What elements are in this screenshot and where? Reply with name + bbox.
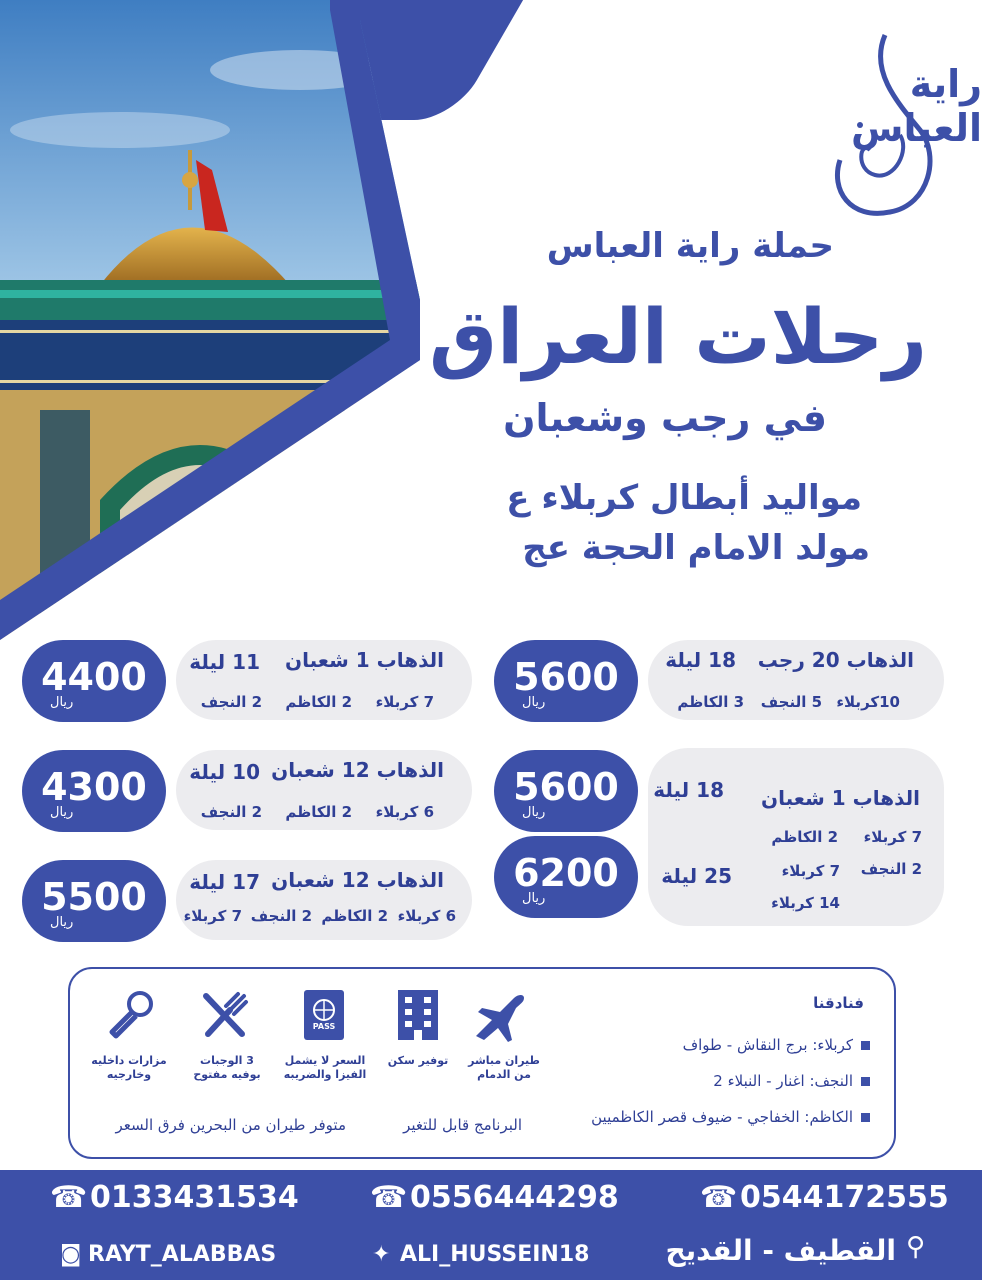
location-pin-icon: ⚲ — [906, 1232, 926, 1262]
package-city: 2 الكاظم — [285, 693, 352, 711]
price-value: 5600 — [513, 765, 619, 809]
occasion-2: مولد الامام الحجة عج — [522, 528, 870, 568]
package-nights: 18 ليلة — [665, 648, 736, 672]
page-title: رحلات العراق — [429, 292, 927, 381]
phone-number[interactable]: 0133431534 — [90, 1180, 299, 1215]
price-currency: ريال — [522, 805, 546, 820]
package-title: الذهاب 1 شعبان — [761, 786, 920, 810]
package-city: 7 كربلاء — [375, 693, 434, 711]
price-currency: ريال — [50, 805, 74, 820]
price-currency: ريال — [522, 891, 546, 906]
package-city: 2 النجف — [860, 860, 922, 878]
package-city: 2 الكاظم — [321, 907, 388, 925]
instagram-handle[interactable]: RAYT_ALABBAS — [88, 1242, 277, 1267]
package-city: 7 كربلاء — [183, 907, 242, 925]
package-city: 6 كربلاء — [397, 907, 456, 925]
package-city: 7 كربلاء — [781, 862, 840, 880]
cutlery-icon — [200, 990, 250, 1040]
occasion-1: مواليد أبطال كربلاء ع — [506, 478, 862, 518]
phone-number[interactable]: 0544172555 — [740, 1180, 949, 1215]
twitter-icon: ✦ — [372, 1242, 391, 1267]
price-currency: ريال — [50, 695, 74, 710]
phone-icon: ☎ — [370, 1180, 408, 1215]
building-icon — [396, 988, 440, 1042]
price-currency: ريال — [50, 915, 74, 930]
shrine-photo — [0, 0, 420, 640]
hotel-item: كربلاء: برج النقاش - طواف — [683, 1036, 870, 1054]
price-badge — [494, 640, 638, 722]
package-city: 2 النجف — [250, 907, 312, 925]
package-title: الذهاب 12 شعبان — [271, 758, 444, 782]
package-city: 10كربلاء — [836, 693, 900, 711]
price-badge — [494, 750, 638, 832]
phone-number[interactable]: 0556444298 — [410, 1180, 619, 1215]
note-flight: متوفر طيران من البحرين فرق السعر — [115, 1116, 346, 1134]
instagram-icon: ◙ — [60, 1242, 82, 1267]
price-badge — [22, 860, 166, 942]
feature-label: السعر لا يشمل الفيزا والضريبه — [283, 1054, 367, 1081]
logo-text: راية العباس — [851, 62, 982, 150]
location-text: القطيف - القديح — [665, 1234, 896, 1267]
price-value: 5500 — [41, 875, 147, 919]
hotels-title: فنادقنا — [813, 994, 864, 1012]
hotel-item: الكاظم: الخفاجي - ضيوف قصر الكاظميين — [591, 1108, 870, 1126]
feature-label: طيران مباشر من الدمام — [468, 1054, 540, 1081]
feature-label: 3 الوجبات بوفيه مفتوح — [193, 1054, 261, 1081]
package-title: الذهاب 20 رجب — [757, 648, 914, 672]
airplane-icon — [470, 990, 530, 1042]
passport-badge: PASS — [312, 1022, 336, 1031]
package-title: الذهاب 1 شعبان — [285, 648, 444, 672]
package-city: 14 كربلاء — [771, 894, 840, 912]
package-city: 7 كربلاء — [863, 828, 922, 846]
subtitle-months: في رجب وشعبان — [503, 396, 827, 440]
note-program: البرنامج قابل للتغير — [403, 1116, 522, 1134]
package-title: الذهاب 12 شعبان — [271, 868, 444, 892]
campaign-name: حملة راية العباس — [546, 226, 834, 266]
passport-icon — [302, 988, 346, 1042]
price-badge — [494, 836, 638, 918]
price-badge — [22, 640, 166, 722]
hotel-item: النجف: اغنار - النبلاء 2 — [713, 1072, 870, 1090]
phone-icon: ☎ — [50, 1180, 88, 1215]
price-value: 5600 — [513, 655, 619, 699]
price-value: 4400 — [41, 655, 147, 699]
package-city: 2 الكاظم — [285, 803, 352, 821]
phone-icon: ☎ — [700, 1180, 738, 1215]
package-city: 2 النجف — [200, 803, 262, 821]
twitter-handle[interactable]: ALI_HUSSEIN18 — [400, 1242, 590, 1267]
package-nights: 18 ليلة — [653, 778, 724, 802]
package-city: 5 النجف — [760, 693, 822, 711]
price-value: 4300 — [41, 765, 147, 809]
package-city: 2 الكاظم — [771, 828, 838, 846]
package-nights: 11 ليلة — [189, 650, 260, 674]
feature-label: توفير سكن — [387, 1054, 449, 1067]
package-city: 3 الكاظم — [677, 693, 744, 711]
package-nights: 10 ليلة — [189, 760, 260, 784]
package-city: 6 كربلاء — [375, 803, 434, 821]
price-value: 6200 — [513, 851, 619, 895]
feature-label: مزارات داخليه وخارجيه — [91, 1054, 167, 1081]
package-city: 2 النجف — [200, 693, 262, 711]
price-currency: ريال — [522, 695, 546, 710]
microphone-icon — [104, 990, 154, 1040]
price-badge — [22, 750, 166, 832]
package-nights: 25 ليلة — [661, 864, 732, 888]
package-nights: 17 ليلة — [189, 870, 260, 894]
